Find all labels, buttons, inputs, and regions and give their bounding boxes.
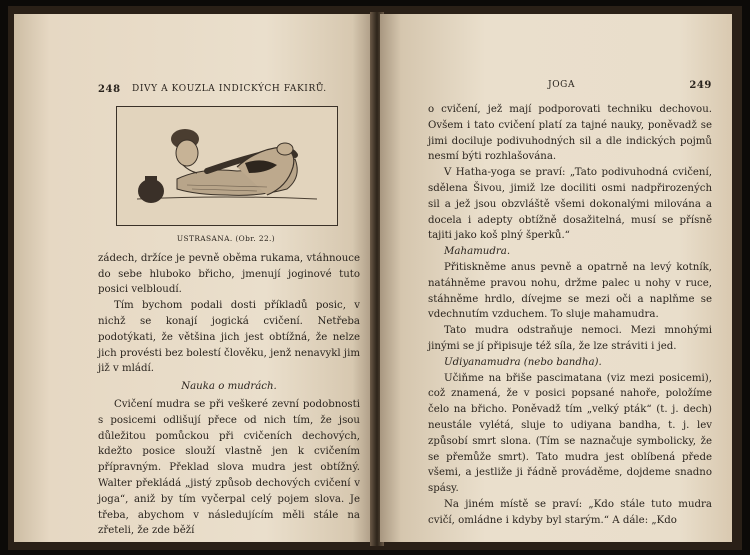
yoga-pose-drawing	[117, 107, 337, 225]
left-running-title: DIVY A KOUZLA INDICKÝCH FAKIRŮ.	[132, 84, 327, 94]
right-subheading: Udiyanamudra (nebo bandha).	[444, 356, 602, 368]
left-page-header	[98, 82, 360, 100]
left-paragraph-1: zádech, držíce je pevně oběma rukama, vtáhnouce do sebe hluboko břicho, jmenují joginové tuto posici velbloudí.	[98, 252, 360, 296]
right-paragraph: Tato mudra odstraňuje nemoci. Mezi mnohými jinými se jí připisuje též síla, že lze stráviti i jed.	[428, 325, 712, 352]
section-heading: Nauka o mudrách.	[181, 381, 277, 393]
right-page-header	[428, 78, 712, 96]
right-paragraph: Přitiskněme anus pevně a opatrně na levý kotník, natáhněme pravou nohu, držme palec u nohy v ruce, stáhněme hrdlo, dívejme se mezi oči a naplňme se vdechnutím vzduchem. To sluje mahamudra.	[428, 261, 712, 321]
left-page	[14, 14, 374, 542]
right-paragraph: Na jiném místě se praví: „Kdo stále tuto mudra cvičí, omládne i kdyby byl starým.“ A dále: „Kdo	[428, 498, 712, 526]
right-paragraph: o cvičení, jež mají podporovati techniku dechovou. Ovšem i tato cvičení platí za tajné nauky, poněvadž se jimi dociluje podivuhodných sil a dle indických pojmů nesmí býti rozhlašována.	[428, 104, 712, 163]
right-paragraph: Učiňme na břiše pascimatana (viz mezi posicemi), což znamená, že v posici popsané nahoře, položíme čelo na břicho. Poněvadž tím „velký pták“ (t. j. dech) neustále vylétá, sluje to udiyana bandha, t. j. lev způsobí smrt slona. (Tím se naznačuje symbolicky, že se přemůže smrt). Tato mudra jest oblíbená přede všemi, a jestliže ji řádně prováděme, dojdeme snadno spásy.	[428, 372, 712, 495]
ustrasana-illustration	[116, 106, 338, 226]
left-page-number: 248	[98, 84, 121, 95]
left-paragraph-2: Tím bychom podali dosti příkladů posic, v nichž se konají jogická cvičení. Netřeba podotýkati, že většina jich jest obtížná, že nelze jich provésti bez bolestí člověku, jenž nenavykl jim již v mládí.	[98, 300, 360, 375]
left-paragraph-3: Cvičení mudra se při veškeré zevní podobnosti s posicemi odlišují přece od nich tím, že jsou důležitou pomůckou při cvičeních dechových, kdežto posice slouží vlastně jen k cvičením přípravným. Překlad slova mudra jest obtížný. Walter překládá „jistý způsob dechových cvičení v joga“, aniž by tím vyčerpal celý pojem slova. Je třeba, abychom v následujícím měli stále na zřeteli, že zde běží	[98, 398, 360, 537]
right-paragraph: V Hatha-yoga se praví: „Tato podivuhodná cvičení, sdělena Šivou, jimiž lze dociliti osmi nadpřirozených sil a jež jsou obzvláště všemi dokonalými milována a docela i adepty obtížně dosažitelná, musí se přísně tajiti jako koš plný šperků.“	[428, 167, 712, 242]
right-running-title: JOGA	[548, 80, 576, 90]
right-subheading: Mahamudra.	[444, 246, 511, 258]
right-page	[380, 14, 732, 542]
open-book	[8, 6, 742, 550]
figure-caption: USTRASANA. (Obr. 22.)	[176, 234, 276, 243]
right-page-text	[428, 102, 712, 529]
right-page-number: 249	[689, 80, 712, 91]
